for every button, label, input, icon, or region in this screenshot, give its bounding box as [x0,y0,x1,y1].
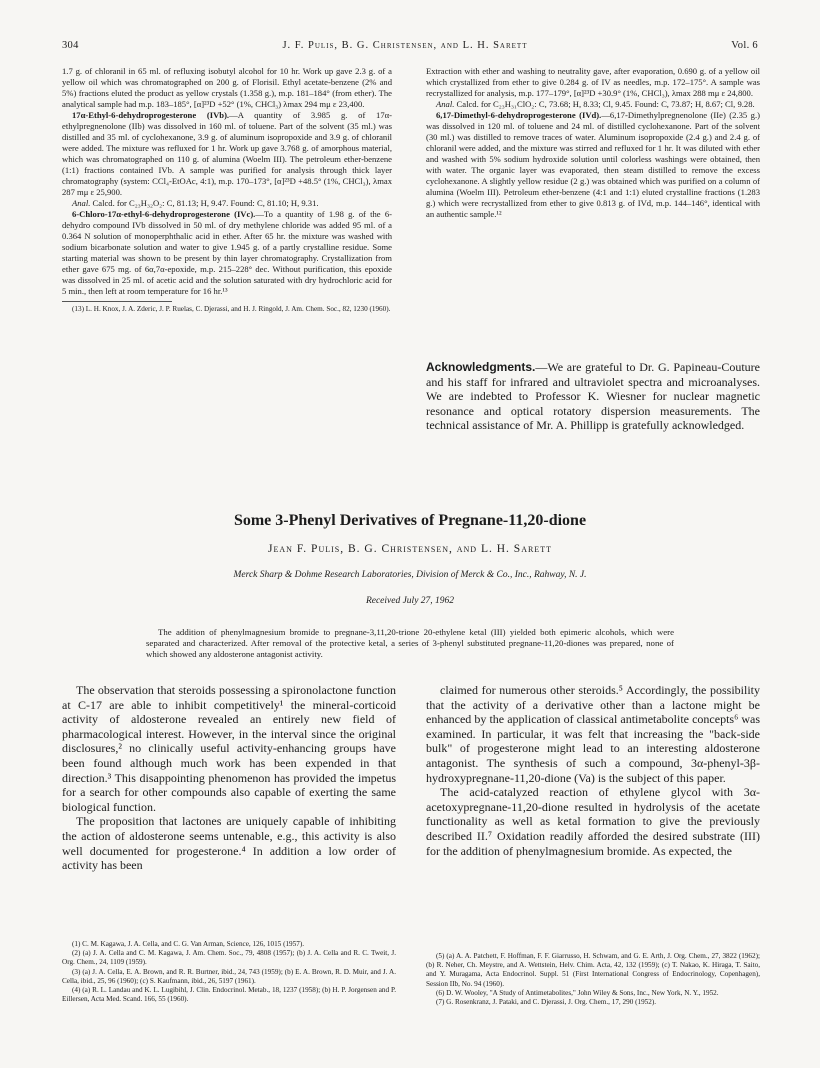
paragraph-body: —To a quantity of 1.98 g. of the 6-dehydro compound IVb dissolved in 50 ml. of dry methylene chloride was added 95 ml. of a 0.364 N solution of monoperphthalic acid in ether. After 65 hr. the mixture was washed with sodium bicarbonate solution and water to give 1.945 g. of a partly crystalline residue. Some starting material was shown to be present by thin layer chromatography. Crystallization from ether gave 675 mg. of 6α,7α-epoxide, m.p. 215–228° dec. Without purification, this epoxide was dissolved in 25 ml. of acetic acid and the solution saturated with dry hydrochloric acid for 5 min., then left at room temperature for 16 hr.¹³ [62,209,392,296]
page-number: 304 [62,40,79,51]
body-paragraph: The proposition that lactones are uniquely capable of inhibiting the action of aldosterone seems untenable, e.g., this activity is also well documented for progesterone.⁴ In addition a low order of activity has been [62,814,396,873]
compound-heading: 17α-Ethyl-6-dehydroprogesterone (IVb). [72,110,230,120]
footnote: (5) (a) A. A. Patchett, F. Hoffman, F. F. Giarrusso, H. Schwam, and G. E. Arth, J. Org. Chem., 27, 3822 (1962); (b) R. Neher, Ch. Meystre, and A. Wettstein, Helv. Chim. Acta, 42, 132 (1959); (c) T. Nakao, K. Hiraga, T. Saito, and Y. Muragama, Acta Endocrinol. Suppl. 51 (First International Congress of Endocrinology, Copenhagen), Session IIb, No. 94 (1960). [426,952,760,988]
body-left-column [62,683,396,873]
top-right-column [426,66,760,220]
article-affiliation: Merck Sharp & Dohme Research Laboratories, Division of Merck & Co., Inc., Rahway, N. J. [233,570,587,580]
footnote: (1) C. M. Kagawa, J. A. Cella, and C. G. Van Arman, Science, 126, 1015 (1957). [72,940,305,948]
received-date: Received July 27, 1962 [365,596,455,606]
footnote: (4) (a) R. L. Landau and K. L. Lugibihl, J. Clin. Endocrinol. Metab., 18, 1237 (1958); (b) H. P. Jorgensen and P. Eillersen, Acta Med. Scand. 166, 55 (1960). [62,986,396,1004]
experimental-paragraph [62,209,392,297]
running-head [62,40,758,51]
paragraph-body: —A quantity of 3.985 g. of 17α-ethylpregnenolone (IIb) was dissolved in 160 ml. of toluene. Part of the solvent (35 ml.) was distilled and 35 ml. of cyclohexanone, 3.9 g. of aluminum isopropoxide and 3.9 g. of chloranil were added. The mixture was refluxed for 1 hr. Work up gave 3.768 g. of amorphous material, which was chromatographed on 110 g. of alumina (Woelm III). The petroleum ether-benzene (1:1) fractions contained IVb. A sample was purified for analysis through thick layer chromatography (system: CCl₄-EtOAc, 4:1), m.p. 170–173°, [α]²³D +48.5° (1%, CHCl₃), λmax 287 mμ ε 25,900. [62,110,392,197]
footnote: (7) G. Rosenkranz, J. Pataki, and C. Djerassi, J. Org. Chem., 17, 290 (1952). [436,998,657,1007]
experimental-paragraph: 1.7 g. of chloranil in 65 ml. of refluxing isobutyl alcohol for 10 hr. Work up gave 2.3 g. of a yellow oil which was chromatographed on 200 g. of Florisil. Ethyl acetate-benzene (2% and 5%) fractions eluted the product as yellow crystals (1.358 g.), m.p. 181–184° (from ether). The analytical sample had m.p. 183–185°, [α]²³D +52° (1%, CHCl₃) λmax 294 mμ ε 23,400. [62,66,392,109]
running-title: J. F. Pulis, B. G. Christensen, and L. H. Sarett [282,40,528,51]
paragraph-body: —6,17-Dimethylpregnenolone (IIe) (2.35 g.) was dissolved in 120 ml. of toluene and 24 ml. of distilled cyclohexanone. Part of the solvent (30 ml.) was distilled to remove traces of water. Aluminum isopropoxide (2.4 g.) and 2.4 g. of chloranil were added, and the mixture was stirred and refluxed for 1 hr. It was diluted with ether and washed with 5% sodium hydroxide solution until colorless washings were obtained, then with water. The organic layer was evaporated, then steam distilled to remove the excess cyclohexanone. A slightly yellow residue (2 g.) was obtained which was purified on a column of alumina (Woelm III). Petroleum ether-benzene (4:1 and 1:1) eluted crystalline fractions (1.283 g.) which were recrystallized from ether to give 0.813 g. of IVd, m.p. 144–146°, identical with an authentic sample.¹² [426,110,760,219]
analysis-values: Calcd. for C₂₃H₃₁ClO₂: C, 73.68; H, 8.33; Cl, 9.45. Found: C, 73.87; H, 8.67; Cl, 9.28. [456,99,755,109]
acknowledgments-text: —We are grateful to Dr. G. Papineau-Couture and his staff for infrared and ultraviolet spectra and microanalyses. We are indebted to Professor K. Wiesner for nuclear magnetic resonance and optical rotatory dispersion measurements. The technical assistance of Mr. A. Phillipp is gratefully acknowledged. [426,360,760,433]
footnote-rule [62,301,172,302]
footnote: (13) L. H. Knox, J. A. Zderic, J. P. Ruelas, C. Djerassi, and H. J. Ringold, J. Am. Chem. Soc., 82, 1230 (1960). [72,305,391,313]
compound-heading: 6,17-Dimethyl-6-dehydroprogesterone (IVd). [436,110,602,120]
article-title: Some 3-Phenyl Derivatives of Pregnane-11,20-dione [233,512,587,529]
experimental-paragraph [62,110,392,198]
footnote: (6) D. W. Wooley, "A Study of Antimetabolites," John Wiley & Sons, Inc., New York, N. Y., 1952. [436,988,719,997]
body-paragraph: The acid-catalyzed reaction of ethylene glycol with 3α-acetoxypregnane-11,20-dione resulted in hydrolysis of the acetate functionality as well as ketal formation to give the previously described II.⁷ Oxidation readily afforded the desired substrate (III) for the addition of phenylmagnesium bromide. As expected, the [426,785,760,858]
footnotes-left [62,940,396,1004]
body-paragraph: claimed for numerous other steroids.⁵ Accordingly, the possibility that the activity of a derivative other than a lactone might be enhanced by the application of classical antimetabolite concepts⁶ was examined. In particular, it was felt that increasing the "back-side bulk" of progesterone might lead to an interesting aldosterone antagonist. The synthesis of such a compound, 3α-phenyl-3β-hydroxypregnane-11,20-dione (Va) is the subject of this paper. [426,683,760,785]
body-paragraph: The observation that steroids possessing a spironolactone function at C-17 are able to inhibit competitively¹ the mineral-corticoid activity of aldosterone revealed an entirely new field of pharmacological interest. However, in the interval since the original disclosures,² no clinically useful activity-enhancing groups have been found although much work has been expended in that direction.³ This disappointing phenomenon has provided the impetus for a search for other compounds also capable of exerting the same biological function. [62,683,396,814]
footnotes-right [426,952,760,1007]
footnote: (3) (a) J. A. Cella, E. A. Brown, and R. R. Burtner, ibid., 24, 743 (1959); (b) E. A. Brown, R. D. Muir, and J. A. Cella, ibid., 25, 96 (1960); (c) S. Kaufmann, ibid., 26, 5197 (1961). [62,967,396,985]
analysis-values: Calcd. for C₂₃H₃₂O₂: C, 81.13; H, 9.47. Found: C, 81.10; H, 9.31. [92,198,319,208]
analysis-line [62,198,392,209]
volume-label: Vol. 6 [731,40,758,51]
experimental-paragraph [426,110,760,220]
analysis-line [426,99,760,110]
acknowledgments-heading: Acknowledgments. [426,360,536,374]
body-right-column [426,683,760,858]
article-abstract: The addition of phenylmagnesium bromide to pregnane-3,11,20-trione 20-ethylene ketal (III) yielded both epimeric alcohols, which were separated and characterized. After removal of the protective ketal, a series of 3-phenyl substituted pregnane-11,20-diones was prepared, none of which showed any aldosterone antagonist activity. [146,627,674,660]
experimental-paragraph: Extraction with ether and washing to neutrality gave, after evaporation, 0.690 g. of a yellow oil which crystallized from ether to give 0.284 g. of IV as needles, m.p. 172–175°. A sample was recrystallized for analysis, m.p. 177–179°, [α]²³D +30.9° (1%, CHCl₃), λmax 288 mμ ε 24,800. [426,66,760,98]
compound-heading: 6-Chloro-17α-ethyl-6-dehydroprogesterone (IVc). [72,209,256,219]
anal-label: Anal. [436,99,455,109]
acknowledgments [426,360,760,433]
top-left-column [62,66,392,314]
anal-label: Anal. [72,198,91,208]
footnote: (2) (a) J. A. Cella and C. M. Kagawa, J. Am. Chem. Soc., 79, 4808 (1957); (b) J. A. Cella and R. C. Tweit, J. Org. Chem., 24, 1109 (1959). [62,949,396,967]
article-authors: Jean F. Pulis, B. G. Christensen, and L. H. Sarett [268,543,552,555]
